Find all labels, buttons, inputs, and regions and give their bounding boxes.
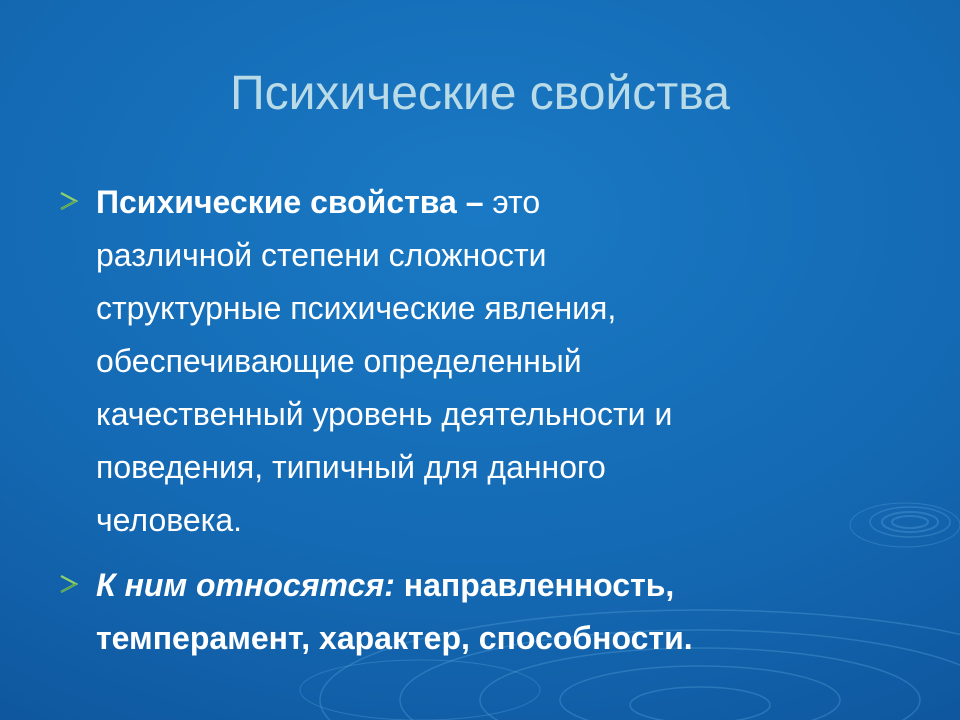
slide-title: Психические свойства — [230, 67, 730, 120]
components-lead: К ним относятся: — [96, 567, 395, 603]
components-line: направленность, — [403, 567, 675, 603]
definition-line: качественный уровень деятельности и — [96, 396, 673, 432]
definition-term: Психические свойства – — [96, 184, 484, 220]
components-line: темперамент, характер, способности. — [96, 620, 693, 656]
definition-line: человека. — [96, 502, 243, 538]
definition-line: это — [492, 184, 541, 220]
chevron-arrow-icon — [58, 573, 80, 595]
bullet-list — [58, 176, 918, 677]
bullet-item-definition — [58, 176, 918, 547]
definition-line: различной степени сложности — [96, 237, 547, 273]
definition-line: обеспечивающие определенный — [96, 343, 582, 379]
chevron-arrow-icon — [58, 190, 80, 212]
definition-line: структурные психические явления, — [96, 290, 617, 326]
bullet-item-components — [58, 559, 918, 665]
definition-line: поведения, типичный для данного — [96, 449, 606, 485]
